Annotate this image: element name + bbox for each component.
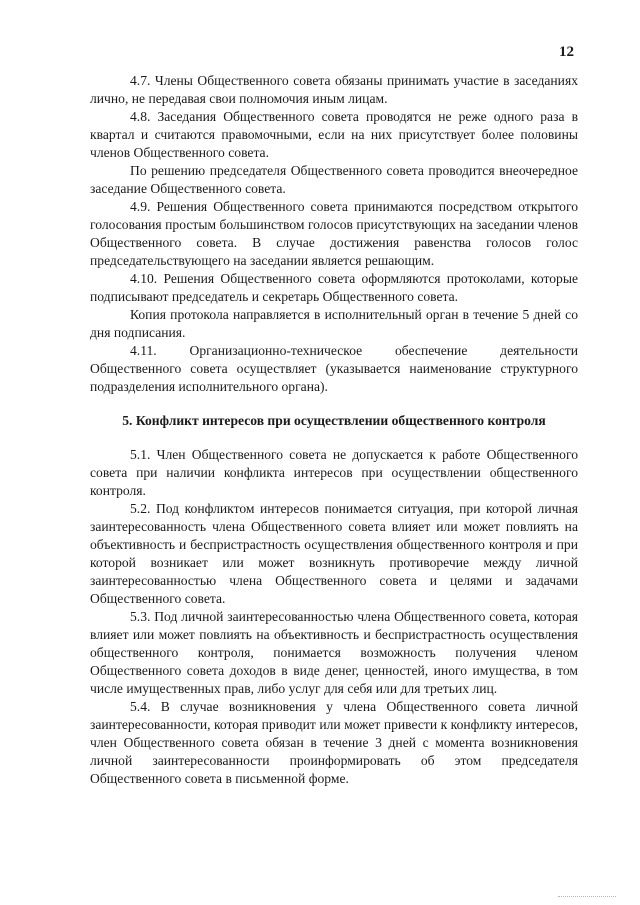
paragraph-4-7: 4.7. Члены Общественного совета обязаны принимать участие в заседаниях лично, не передавая свои полномочия иным лицам. [90, 73, 578, 106]
page-number: 12 [559, 44, 574, 60]
paragraph-5-2: 5.2. Под конфликтом интересов понимается ситуация, при которой личная заинтересованность члена Общественного совета влияет или может повлиять на объективность и беспристрастность осуществления общественного контроля и при которой возникает или может возникнуть противоречие между личной заинтересованностью члена Общественного совета и целями и задачами Общественного совета. [90, 501, 578, 606]
paragraph-4-10: 4.10. Решения Общественного совета оформляются протоколами, которые подписывают председатель и секретарь Общественного совета. [90, 271, 578, 304]
scan-artifact-mark [558, 896, 616, 899]
paragraph-5-1: 5.1. Член Общественного совета не допускается к работе Общественного совета при наличии конфликта интересов при осуществлении общественного контроля. [90, 447, 578, 498]
paragraph-5-3: 5.3. Под личной заинтересованностью члена Общественного совета, которая влияет или может повлиять на объективность и беспристрастность осуществления общественного контроля, понимается возможность получения членом Общественного совета доходов в виде денег, ценностей, иного имущества, в том числе имущественных прав, либо услуг для себя или для третьих лиц. [90, 609, 578, 696]
paragraph-5-4: 5.4. В случае возникновения у члена Общественного совета личной заинтересованности, которая приводит или может привести к конфликту интересов, член Общественного совета обязан в течение 3 дней с момента возникновения личной заинтересованности проинформировать об этом председателя Общественного совета в письменной форме. [90, 699, 578, 786]
paragraph-4-11: 4.11. Организационно-техническое обеспечение деятельности Общественного совета осуществляет (указывается наименование структурного подразделения исполнительного органа). [90, 343, 578, 394]
paragraph-4-8: 4.8. Заседания Общественного совета проводятся не реже одного раза в квартал и считаются правомочными, если на них присутствует более половины членов Общественного совета. [90, 109, 578, 160]
paragraph-extraordinary-meeting: По решению председателя Общественного совета проводится внеочередное заседание Общественного совета. [90, 163, 578, 196]
page-content [90, 72, 578, 788]
paragraph-4-9: 4.9. Решения Общественного совета принимаются посредством открытого голосования простым большинством голосов присутствующих на заседании членов Общественного совета. В случае достижения равенства голосов голос председательствующего на заседании является решающим. [90, 199, 578, 268]
paragraph-protocol-copy: Копия протокола направляется в исполнительный орган в течение 5 дней со дня подписания. [90, 307, 578, 340]
section-5-heading: 5. Конфликт интересов при осуществлении общественного контроля [122, 413, 546, 428]
